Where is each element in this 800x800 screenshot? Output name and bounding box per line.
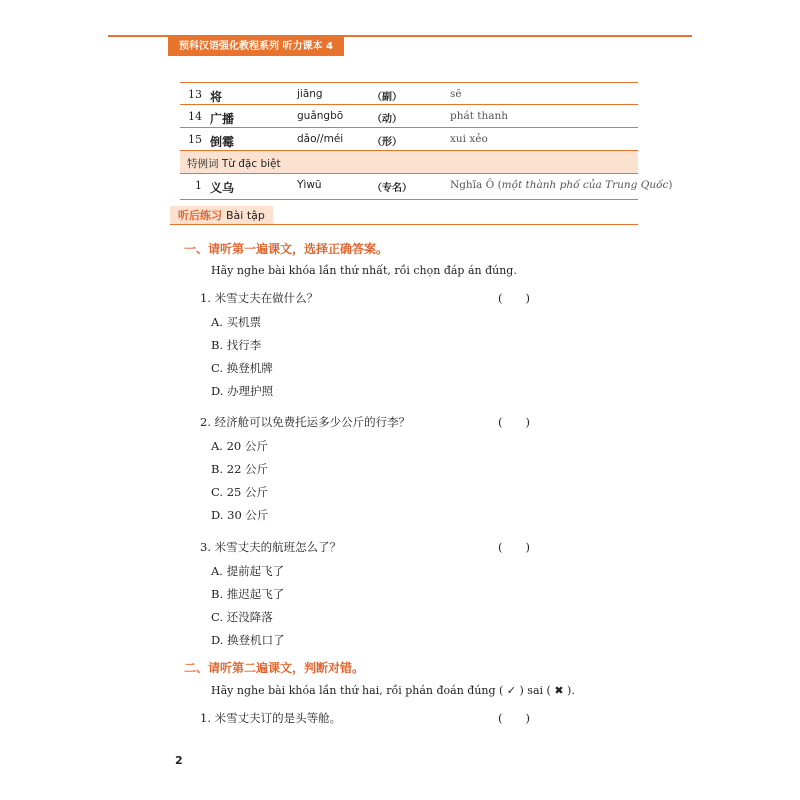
vocab-meaning: xui xẻo	[450, 133, 488, 145]
answer-blank[interactable]: ( )	[498, 711, 530, 725]
question: 2. 经济舱可以免费托运多少公斤的行李？	[200, 415, 411, 429]
option[interactable]: B. 22 公斤	[211, 462, 269, 476]
question: 1. 米雪丈夫在做什么？	[200, 291, 319, 305]
vocab-pinyin: guǎngbō	[297, 110, 344, 122]
vocab-pinyin: Yìwū	[297, 179, 322, 191]
vocab-pinyin: jiāng	[297, 88, 323, 100]
vocab-pos: （动）	[372, 114, 402, 125]
vocab-hanzi: 将	[210, 90, 223, 104]
vocab-number: 1	[195, 179, 202, 192]
vocab-pinyin: dǎo//méi	[297, 133, 344, 145]
vocab-meaning: phát thanh	[450, 110, 509, 122]
answer-blank[interactable]: ( )	[498, 415, 530, 429]
vocab-number: 14	[188, 110, 202, 123]
part2-title: 二、请听第二遍课文，判断对错。	[184, 661, 365, 675]
vocabulary-table	[180, 82, 673, 200]
option[interactable]: C. 换登机牌	[211, 361, 273, 375]
page-number: 2	[175, 754, 183, 767]
vocab-meaning: sẽ	[450, 88, 462, 100]
vocab-row	[180, 128, 638, 151]
option[interactable]: D. 办理护照	[211, 384, 274, 398]
exercise-section-tab	[170, 206, 273, 225]
section-label-cn: 听后练习	[178, 209, 222, 222]
special-words-label: 特例词 Từ đặc biệt	[187, 158, 281, 170]
vocab-row	[180, 82, 638, 105]
option[interactable]: D. 换登机口了	[211, 633, 285, 647]
vocab-number: 13	[188, 88, 202, 101]
option[interactable]: A. 买机票	[211, 315, 262, 329]
question: 1. 米雪丈夫订的是头等舱。	[200, 711, 342, 725]
option[interactable]: B. 找行李	[211, 338, 262, 352]
vocab-number: 15	[188, 133, 202, 146]
vocab-row	[180, 174, 673, 200]
part2-instruction: Hãy nghe bài khóa lần thứ hai, rồi phán đoán đúng ( ✓ ) sai ( ✖ ).	[211, 684, 575, 697]
vocab-hanzi: 义乌	[210, 181, 235, 195]
running-header: 预科汉语强化教程系列 听力课本 4	[168, 37, 344, 56]
option[interactable]: A. 提前起飞了	[211, 564, 285, 578]
answer-blank[interactable]: ( )	[498, 540, 530, 554]
vocab-pos: （专名）	[372, 183, 412, 194]
vocab-pos: （副）	[372, 92, 402, 103]
option[interactable]: A. 20 公斤	[211, 439, 268, 453]
option[interactable]: C. 25 公斤	[211, 485, 268, 499]
vocab-hanzi: 倒霉	[210, 135, 235, 149]
option[interactable]: D. 30 公斤	[211, 508, 269, 522]
part1-title: 一、请听第一遍课文，选择正确答案。	[184, 242, 389, 256]
option[interactable]: C. 还没降落	[211, 610, 273, 624]
part1-instruction: Hãy nghe bài khóa lần thứ nhất, rồi chọn đáp án đúng.	[211, 264, 517, 277]
section-label-vi: Bài tập	[226, 209, 265, 222]
vocab-meaning: Nghĩa Ô (một thành phố của Trung Quốc)	[450, 179, 673, 191]
section-rule	[170, 224, 638, 225]
vocab-pos: （形）	[372, 137, 402, 148]
answer-blank[interactable]: ( )	[498, 291, 530, 305]
vocab-row	[180, 105, 638, 128]
vocab-hanzi: 广播	[210, 112, 235, 126]
special-words-header	[180, 151, 638, 174]
question: 3. 米雪丈夫的航班怎么了？	[200, 540, 342, 554]
option[interactable]: B. 推迟起飞了	[211, 587, 285, 601]
